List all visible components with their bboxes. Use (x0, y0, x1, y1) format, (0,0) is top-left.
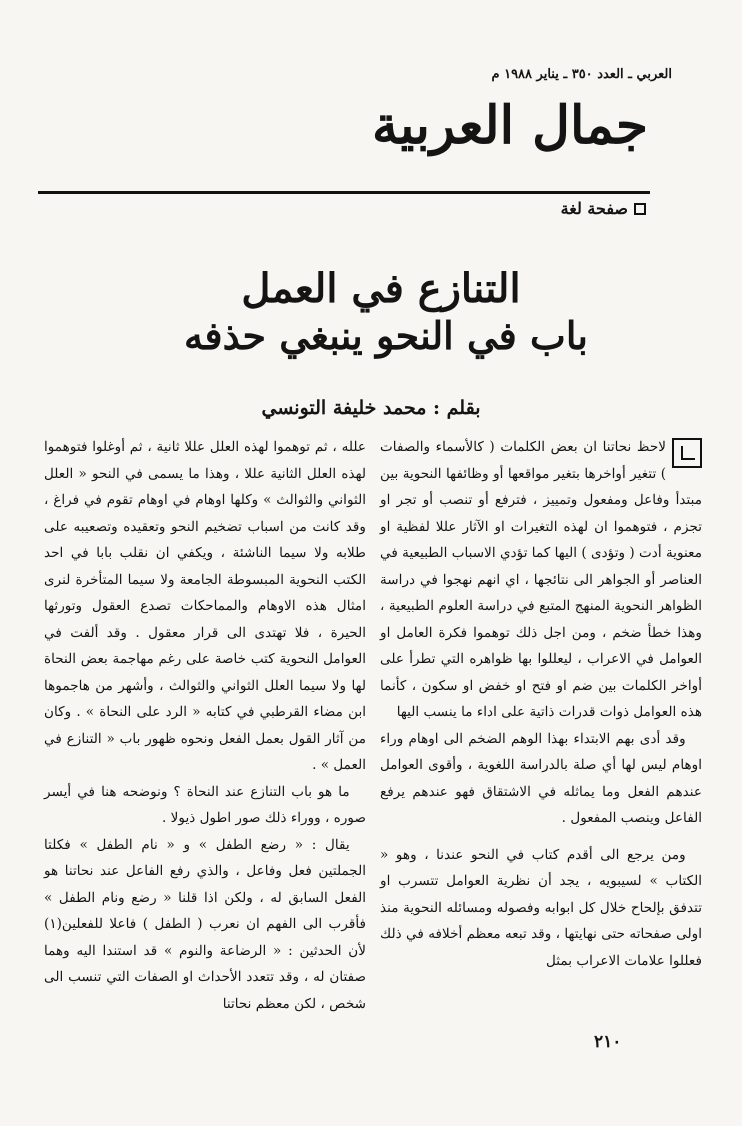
paragraph: ومن يرجع الى أقدم كتاب في النحو عندنا ، وهو « الكتاب » لسيبويه ، يجد أن نظرية العوامل تتسرب او تتدفق بإلحاح خلال كل ابوابه وفصوله ومسائله النحوية منذ اولى صفحاته حتى نهايتها ، وقد تبعه معظم أخلافه في ذلك فعللوا علامات الاعراب بمثل (380, 846, 702, 969)
column-left (44, 434, 366, 1017)
section-subtitle: صفحة لغة (560, 199, 628, 218)
paragraph: علله ، ثم توهموا لهذه العلل عللا ثانية ، ثم أوغلوا فتوهموا لهذه العلل الثانية عللا ، وهذا ما يسمى في النحو « العلل الثواني والثوالث » وكلها اوهام في اوهام تقوم في فراغ ، وقد كانت من اسباب تضخيم النحو وتعقيده وتصعيبه على طلابه ولا سيما الناشئة ، ويكفي ان نقلب بابا في احد الكتب النحوية المبسوطة الجامعة ولا سيما المتأخرة لنرى امثال هذه الاوهام والمماحكات تصدع العقول وتورثها الحيرة ، فلا تهتدى الى قرار معقول . وقد ألفت في العوامل النحوية كتب خاصة على رغم مهاجمة بعض النحاة لها ولا سيما العلل الثواني والثوالث ، وأشهر من هاجموها ابن مضاء القرطبي في كتابه « الرد على النحاة » . وكان من آثار القول بعمل الفعل ونحوه ظهور باب « التنازع في العمل » . (44, 439, 366, 773)
lamp-ornament-icon (672, 438, 702, 468)
author-byline: بقلم : محمد خليفة التونسي (261, 397, 481, 419)
paragraph: يقال : « رضع الطفل » و « نام الطفل » فكلتا الجملتين فعل وفاعل ، والذي رفع الفاعل عند نحاتنا هو الفعل السابق له ، ولكن اذا قلنا « رضع ونام الطفل » فأقرب الى الفهم ان نعرب ( الطفل ) فاعلا للفعلين(١) لأن الحدثين : « الرضاعة والنوم » قد استندا اليه وهما صفتان له ، وقد تتعدد الأحداث او الصفات التي تنسب الى شخص ، لكن معظم نحاتنا (44, 836, 366, 1012)
paragraph: وقد أدى بهم الابتداء بهذا الوهم الضخم الى اوهام وراء اوهام ليس لها أي صلة بالدراسة اللغوية ، وأقوى العوامل عندهم الفعل وما يماثله في الاشتقاق فهو عندهم يرفع الفاعل وينصب المفعول . (380, 730, 702, 826)
paragraph-text: لاحظ نحاتنا ان بعض الكلمات ( كالأسماء والصفات ) تتغير أواخرها بتغير مواقعها أو وظائفها النحوية بين مبتدأ وفاعل ومفعول وتمييز ، فترفع أو تنصب أو تجر او تجزم ، فتوهموا ان لهذه التغيرات او الآثار عللا لفظية او معنوية أدت ( وتؤدى ) اليها كما تؤدي الاسباب الطبيعية في العناصر أو الجواهر الى نتائجها ، اي انهم نهجوا في دراسة الظواهر النحوية المنهج المتبع في دراسة العلوم الطبيعية ، وهذا خطأ ضخم ، ومن اجل ذلك توهموا فكرة العامل او العوامل في الاعراب ، ليعللوا بها ظواهره التي تطرأ على أواخر الكلمات بين ضم او فتح او خفض او سكون ، كأنما هذه العوامل ذوات قدرات ذاتية على اداء ما ينسب اليها (380, 439, 702, 720)
article-title-line2: باب في النحو ينبغي حذفه (184, 313, 588, 358)
paragraph: ما هو باب التنازع عند النحاة ؟ ونوضحه هنا في أيسر صوره ، ووراء ذلك صور اطول ذيولا . (44, 783, 366, 826)
column-right (380, 434, 702, 974)
masthead-rule (38, 191, 650, 194)
masthead-title: جمال العربية (371, 95, 648, 156)
section-label (561, 199, 646, 218)
paragraph (380, 434, 702, 726)
article-title-line1: التنازع في العمل (241, 265, 521, 312)
square-bullet-icon (634, 203, 646, 215)
issue-line: العربي ـ العدد ٣٥٠ ـ يناير ١٩٨٨ م (491, 67, 672, 82)
page-number: ٢١٠ (594, 1032, 622, 1052)
